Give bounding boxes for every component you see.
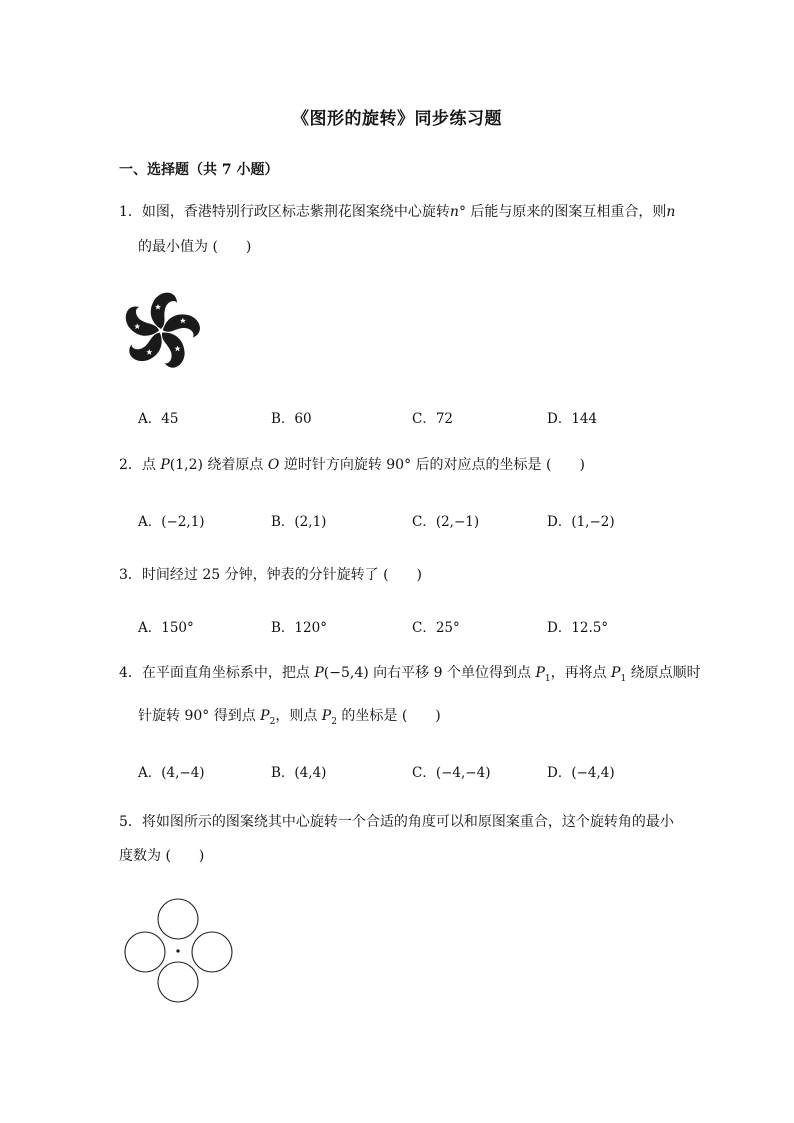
question-2-option-a: A．(−2,1) (138, 514, 205, 530)
question-4-text-e: 针旋转 90° 得到点 (138, 708, 261, 724)
question-4-var-p2b: P (321, 708, 332, 724)
question-4-var-p1: P (535, 665, 545, 681)
question-2-text-b: (1,2) 绕着原点 (169, 457, 268, 473)
question-1-var-n: n (449, 204, 459, 220)
question-2-option-c: C．(2,−1) (412, 514, 480, 530)
question-1-option-a: A．45 (138, 411, 179, 427)
question-3-option-d: D．12.5° (547, 620, 609, 636)
question-1-var-n2: n (666, 204, 676, 220)
page-title: 《图形的旋转》同步练习题 (292, 109, 502, 129)
question-4-text-g: 的坐标是 ( ) (336, 708, 441, 724)
question-2-text-c: 逆时针方向旋转 90° 后的对应点的坐标是 ( ) (279, 457, 585, 473)
question-3-option-c: C．25° (412, 620, 460, 636)
question-4-sub-2: 2 (269, 716, 276, 727)
question-2-number: 2． (119, 457, 142, 473)
question-5-line-2: 度数为 ( ) (119, 848, 205, 864)
question-4-var-p1b: P (611, 665, 621, 681)
question-1-line-1 (119, 202, 675, 222)
question-4-option-a: A．(4,−4) (138, 765, 205, 781)
question-4-option-d: D．(−4,4) (547, 765, 615, 781)
question-1-option-d: D．144 (547, 411, 598, 427)
bauhinia-flower-icon (116, 288, 206, 374)
circle-bottom (158, 962, 198, 1002)
four-circles-figure (120, 896, 236, 1006)
question-3-number: 3． (119, 567, 142, 583)
question-2-option-b: B．(2,1) (271, 514, 327, 530)
question-4-line-1 (119, 663, 701, 689)
center-dot (176, 949, 179, 952)
question-4-var-p2: P (260, 708, 270, 724)
question-3-option-b: B．120° (271, 620, 327, 636)
section-heading: 一、选择题（共 7 小题） (119, 162, 279, 178)
question-1-option-b: B．60 (271, 411, 312, 427)
question-1-text-a: 如图，香港特别行政区标志紫荆花图案绕中心旋转 (141, 204, 450, 220)
question-4-sub-1: 1 (544, 673, 551, 684)
question-4-option-b: B．(4,4) (271, 765, 327, 781)
question-1-line-2: 的最小值为 ( ) (138, 239, 252, 255)
question-2-line-1 (119, 455, 585, 475)
question-1-option-c: C．72 (412, 411, 454, 427)
question-3-line-1 (119, 565, 422, 585)
question-3-text: 时间经过 25 分钟，钟表的分针旋转了 ( ) (141, 567, 423, 583)
question-2-var-o: O (267, 457, 280, 473)
question-4-text-b: (−5,4) 向右平移 9 个单位得到点 (323, 665, 536, 681)
question-4-text-a: 在平面直角坐标系中，把点 (141, 665, 315, 681)
question-2-option-d: D．(1,−2) (547, 514, 615, 530)
question-3-option-a: A．150° (138, 620, 194, 636)
question-2-text-a: 点 (141, 457, 161, 473)
question-2-var-p: P (160, 457, 170, 473)
question-4-var-p: P (314, 665, 324, 681)
question-4-sub-2b: 2 (331, 716, 337, 727)
question-4-text-d: 绕原点顺时 (626, 665, 701, 681)
question-4-text-f: ，则点 (275, 708, 322, 724)
question-4-option-c: C．(−4,−4) (412, 765, 491, 781)
question-4-line-2 (138, 706, 441, 732)
question-4-number: 4． (119, 665, 142, 681)
question-1-number: 1． (119, 204, 142, 220)
circle-left (125, 932, 165, 972)
question-1-text-b: ° 后能与原来的图案互相重合，则 (458, 204, 667, 220)
circle-top (158, 899, 198, 939)
question-4-sub-1b: 1 (620, 673, 627, 684)
question-5-number: 5． (119, 814, 142, 830)
question-5-text: 将如图所示的图案绕其中心旋转一个合适的角度可以和原图案重合，这个旋转角的最小 (141, 814, 674, 830)
question-5-line-1 (119, 812, 674, 832)
question-4-text-c: ，再将点 (550, 665, 612, 681)
circle-right (192, 932, 232, 972)
